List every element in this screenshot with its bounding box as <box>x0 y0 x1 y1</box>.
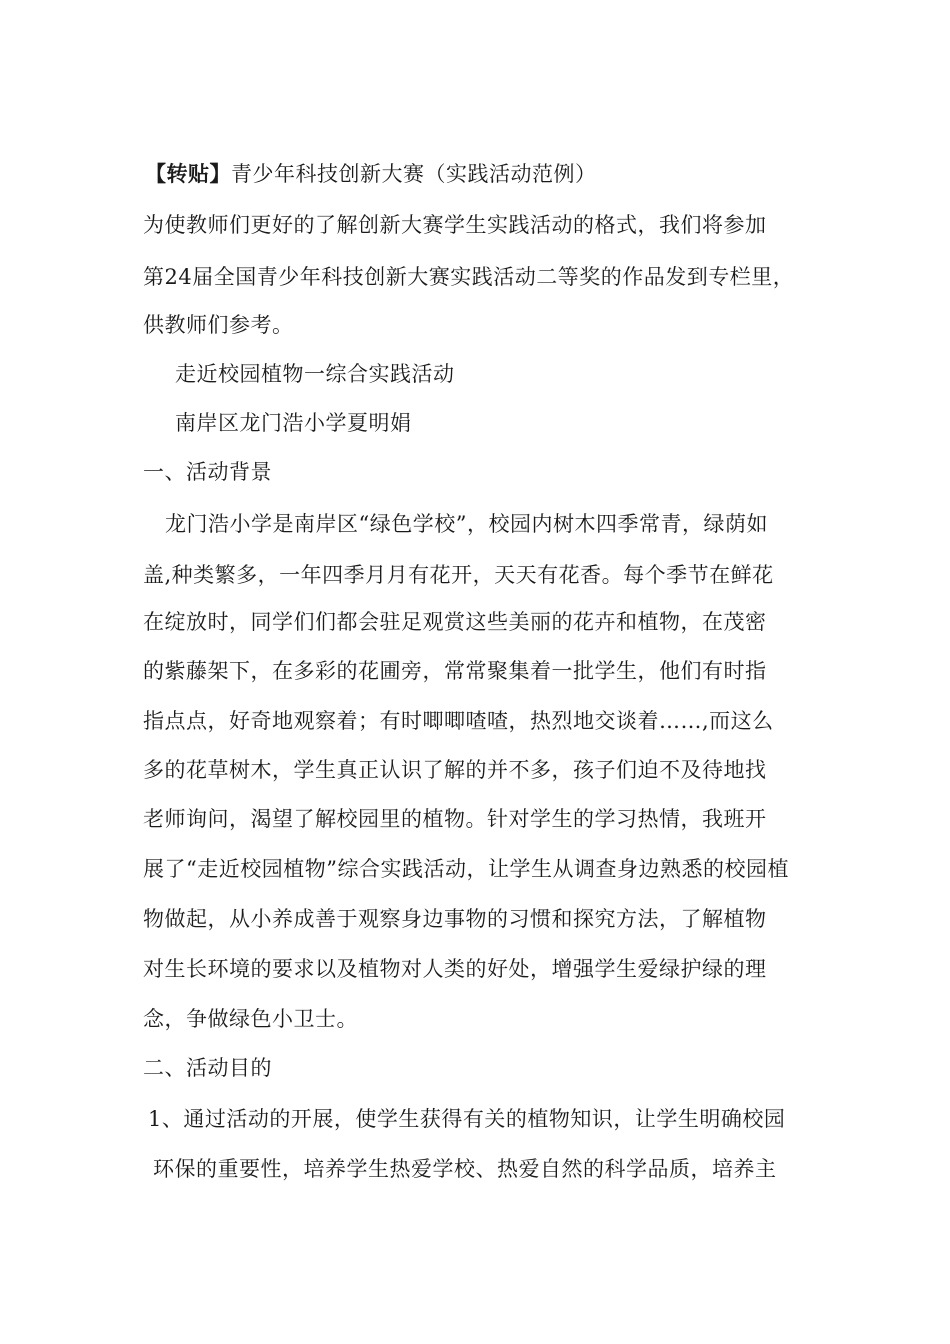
paragraph-line: 物做起，从小养成善于观察身边事物的习惯和探究方法，了解植物 <box>143 907 767 931</box>
intro-line: 为使教师们更好的了解创新大赛学生实践活动的格式，我们将参加 <box>143 213 767 237</box>
paragraph-line: 的紫藤架下，在多彩的花圃旁，常常聚集着一批学生，他们有时指 <box>143 659 767 683</box>
intro-line: 第24届全国青少年科技创新大赛实践活动二等奖的作品发到专栏里， <box>143 265 795 289</box>
paragraph-line: 环保的重要性，培养学生热爱学校、热爱自然的科学品质，培养主 <box>153 1157 777 1181</box>
paragraph-line: 老师询问，渴望了解校园里的植物。针对学生的学习热情，我班开 <box>143 807 767 831</box>
intro-line: 供教师们参考。 <box>143 313 294 337</box>
section-heading: 一、活动背景 <box>143 460 272 484</box>
paragraph-line: 龙门浩小学是南岸区“绿色学校”，校园内树木四季常青，绿荫如 <box>165 512 768 536</box>
paragraph-line: 多的花草树木，学生真正认识了解的并不多，孩子们迫不及待地找 <box>143 758 767 782</box>
repost-tag: 【转贴】 <box>145 161 231 186</box>
document-title <box>145 160 597 188</box>
paragraph-line: 对生长环境的要求以及植物对人类的好处，增强学生爱绿护绿的理 <box>143 957 767 981</box>
paragraph-line: 1、通过活动的开展，使学生获得有关的植物知识，让学生明确校园 <box>148 1107 786 1131</box>
paragraph-line: 盖,种类繁多，一年四季月月有花开，天天有花香。每个季节在鲜花 <box>143 563 774 587</box>
author-line: 南岸区龙门浩小学夏明娟 <box>175 411 412 435</box>
title-text: 青少年科技创新大赛（实践活动范例） <box>231 162 597 186</box>
work-title: 走近校园植物一综合实践活动 <box>175 362 455 386</box>
paragraph-line: 展了“走近校园植物”综合实践活动，让学生从调查身边熟悉的校园植 <box>143 857 789 881</box>
paragraph-line: 念，争做绿色小卫士。 <box>143 1007 358 1031</box>
paragraph-line: 指点点，好奇地观察着；有时唧唧喳喳，热烈地交谈着……,而这么 <box>143 709 774 733</box>
section-heading: 二、活动目的 <box>143 1056 272 1080</box>
paragraph-line: 在绽放时，同学们们都会驻足观赏这些美丽的花卉和植物，在茂密 <box>143 610 767 634</box>
